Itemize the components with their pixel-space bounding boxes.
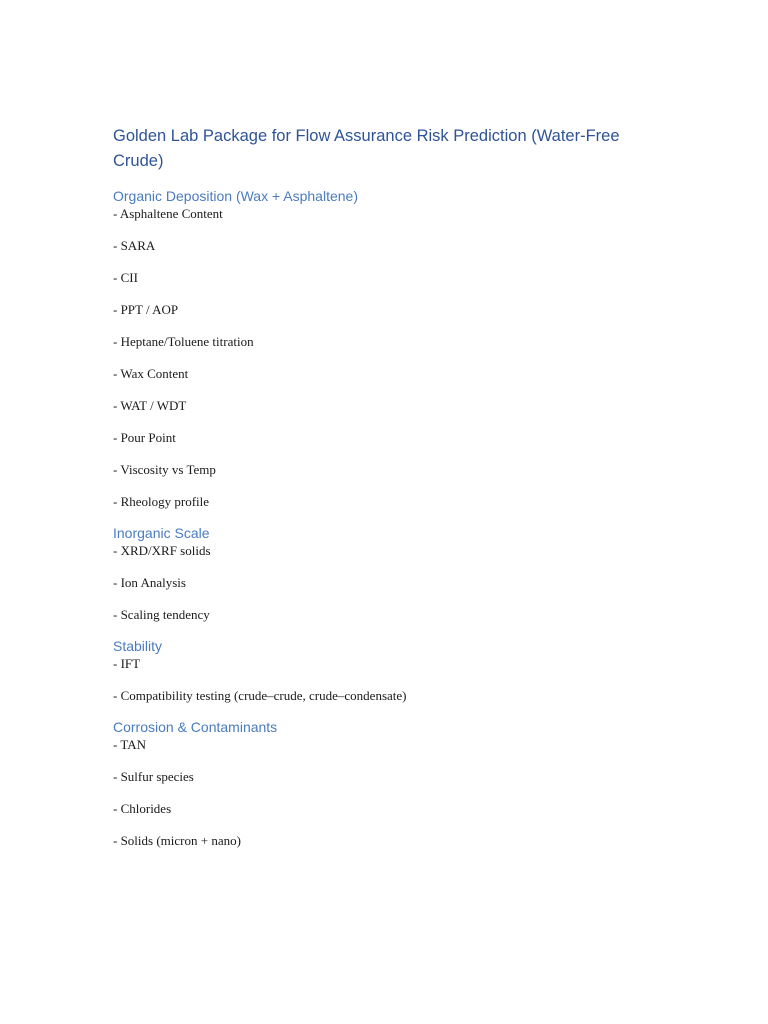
list-item: - IFT bbox=[113, 656, 141, 671]
list-item: - CII bbox=[113, 270, 138, 285]
list-item: - Wax Content bbox=[113, 366, 189, 381]
list-item: - Scaling tendency bbox=[113, 607, 210, 622]
list-item: - Rheology profile bbox=[113, 494, 210, 509]
list-item: - Ion Analysis bbox=[113, 575, 186, 590]
list-item: - TAN bbox=[113, 737, 147, 752]
section-inorganic-scale bbox=[113, 523, 653, 623]
list-item: - Sulfur species bbox=[113, 769, 194, 784]
section-heading: Corrosion & Contaminants bbox=[113, 719, 278, 735]
section-heading: Inorganic Scale bbox=[113, 525, 210, 541]
list-item: - XRD/XRF solids bbox=[113, 543, 211, 558]
section-heading: Stability bbox=[113, 638, 163, 654]
list-item: - PPT / AOP bbox=[113, 302, 179, 317]
list-item: - Compatibility testing (crude–crude, crude–condensate) bbox=[113, 688, 407, 703]
list-item: - WAT / WDT bbox=[113, 398, 187, 413]
list-item: - Asphaltene Content bbox=[113, 206, 223, 221]
document-title: Golden Lab Package for Flow Assurance Risk Prediction (Water-Free Crude) bbox=[113, 127, 620, 170]
list-item: - Chlorides bbox=[113, 801, 172, 816]
list-item: - Viscosity vs Temp bbox=[113, 462, 216, 477]
list-item: - Heptane/Toluene titration bbox=[113, 334, 254, 349]
section-heading: Organic Deposition (Wax + Asphaltene) bbox=[113, 188, 358, 204]
document-content bbox=[113, 124, 653, 862]
section-corrosion-contaminants bbox=[113, 717, 653, 849]
section-organic-deposition bbox=[113, 186, 653, 510]
list-item: - Solids (micron + nano) bbox=[113, 833, 241, 848]
list-item: - SARA bbox=[113, 238, 156, 253]
list-item: - Pour Point bbox=[113, 430, 176, 445]
section-stability bbox=[113, 636, 653, 704]
